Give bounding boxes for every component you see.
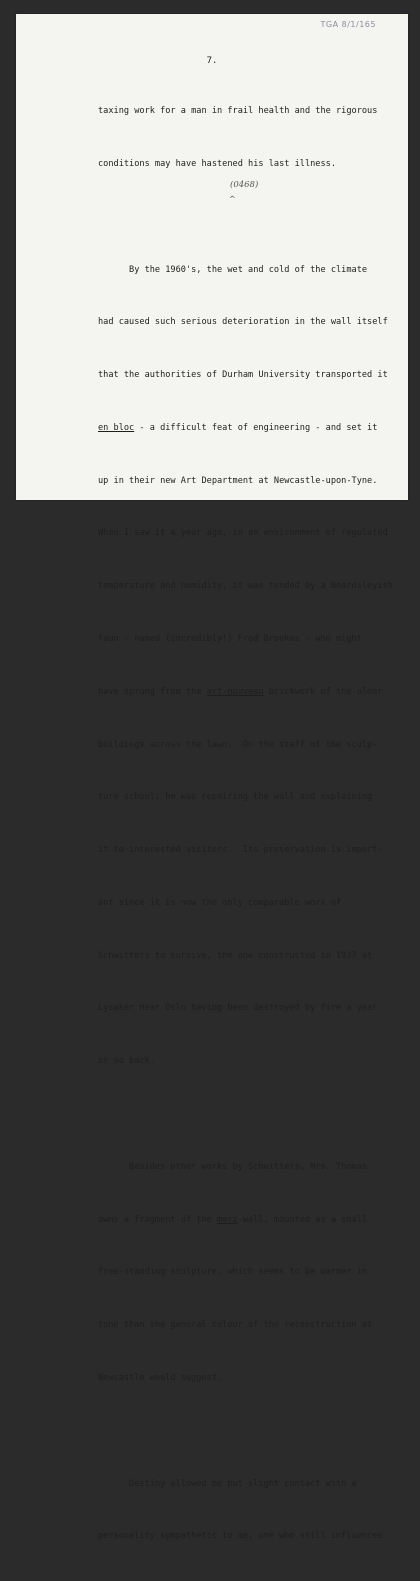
text-line: taxing work for a man in frail health and the rigorous: [98, 106, 378, 117]
text-line: have sprung from the art-nouveau brickwork of the older: [98, 686, 383, 697]
blank-line: [98, 1106, 398, 1124]
underlined-term: art-nouveau: [206, 686, 264, 697]
text-line: tone than the general colour of the reconstruction at: [98, 1320, 373, 1331]
text-line: had caused such serious deterioration in the wall itself: [98, 317, 388, 328]
text-line: it to interested visitors. Its preservation is import-: [98, 845, 383, 856]
text-line: that the authorities of Durham University transported it: [98, 370, 388, 381]
text-line: When I saw it a year ago, in an environment of regulated: [98, 528, 388, 539]
text-line: By the 1960's, the wet and cold of the climate: [98, 264, 368, 275]
insertion-caret-icon: ^: [229, 195, 236, 204]
text-line: buildings across the lawn. On the staff of the sculp-: [98, 739, 378, 750]
text-line: Newcastle would suggest.: [98, 1372, 223, 1383]
text-line: Schwitters to survive, the one constructed in 1937 at: [98, 950, 373, 961]
text-line: Destiny allowed me but slight contact with a: [98, 1478, 357, 1489]
text-line: faun - named (incredibly!) Fred Brookes - who might: [98, 634, 362, 644]
page-number: 7.: [206, 56, 218, 66]
text-line: personality sympathetic to me, one who still influences: [98, 1531, 383, 1542]
text-line: or so back.: [98, 1056, 155, 1067]
text-line: Lysaker near Oslo having been destroyed by fire a year: [98, 1003, 378, 1014]
text-line: en bloc - a difficult feat of engineering - and set it: [98, 422, 378, 433]
text-line: owns a fragment of the merz-wall, mounted as a small: [98, 1214, 368, 1225]
archive-reference: TGA 8/1/165: [320, 20, 376, 29]
text-line: ant since it is now the only comparable work of: [98, 897, 342, 908]
text-line: conditions may have hastened his last illness.: [98, 158, 336, 169]
handwritten-annotation: (0468): [230, 180, 259, 190]
blank-line: [98, 1423, 398, 1441]
text-line: free-standing sculpture, which seems to be warmer in: [98, 1267, 368, 1278]
text-line: temperature and humidity, it was tended by a Beardsleyish: [98, 581, 393, 592]
text-line: ture school, he was repairing the wall and explaining: [98, 792, 373, 803]
text-line: Besides other works by Schwitters, Mrs. Thomas: [98, 1161, 368, 1172]
document-page: [16, 14, 408, 1542]
text-line: up in their new Art Department at Newcastle-upon-Tyne.: [98, 475, 378, 486]
underlined-term: en bloc: [98, 422, 135, 433]
blank-line: [98, 209, 398, 227]
underlined-term: merz: [217, 1214, 238, 1225]
body-text: [98, 68, 398, 1581]
